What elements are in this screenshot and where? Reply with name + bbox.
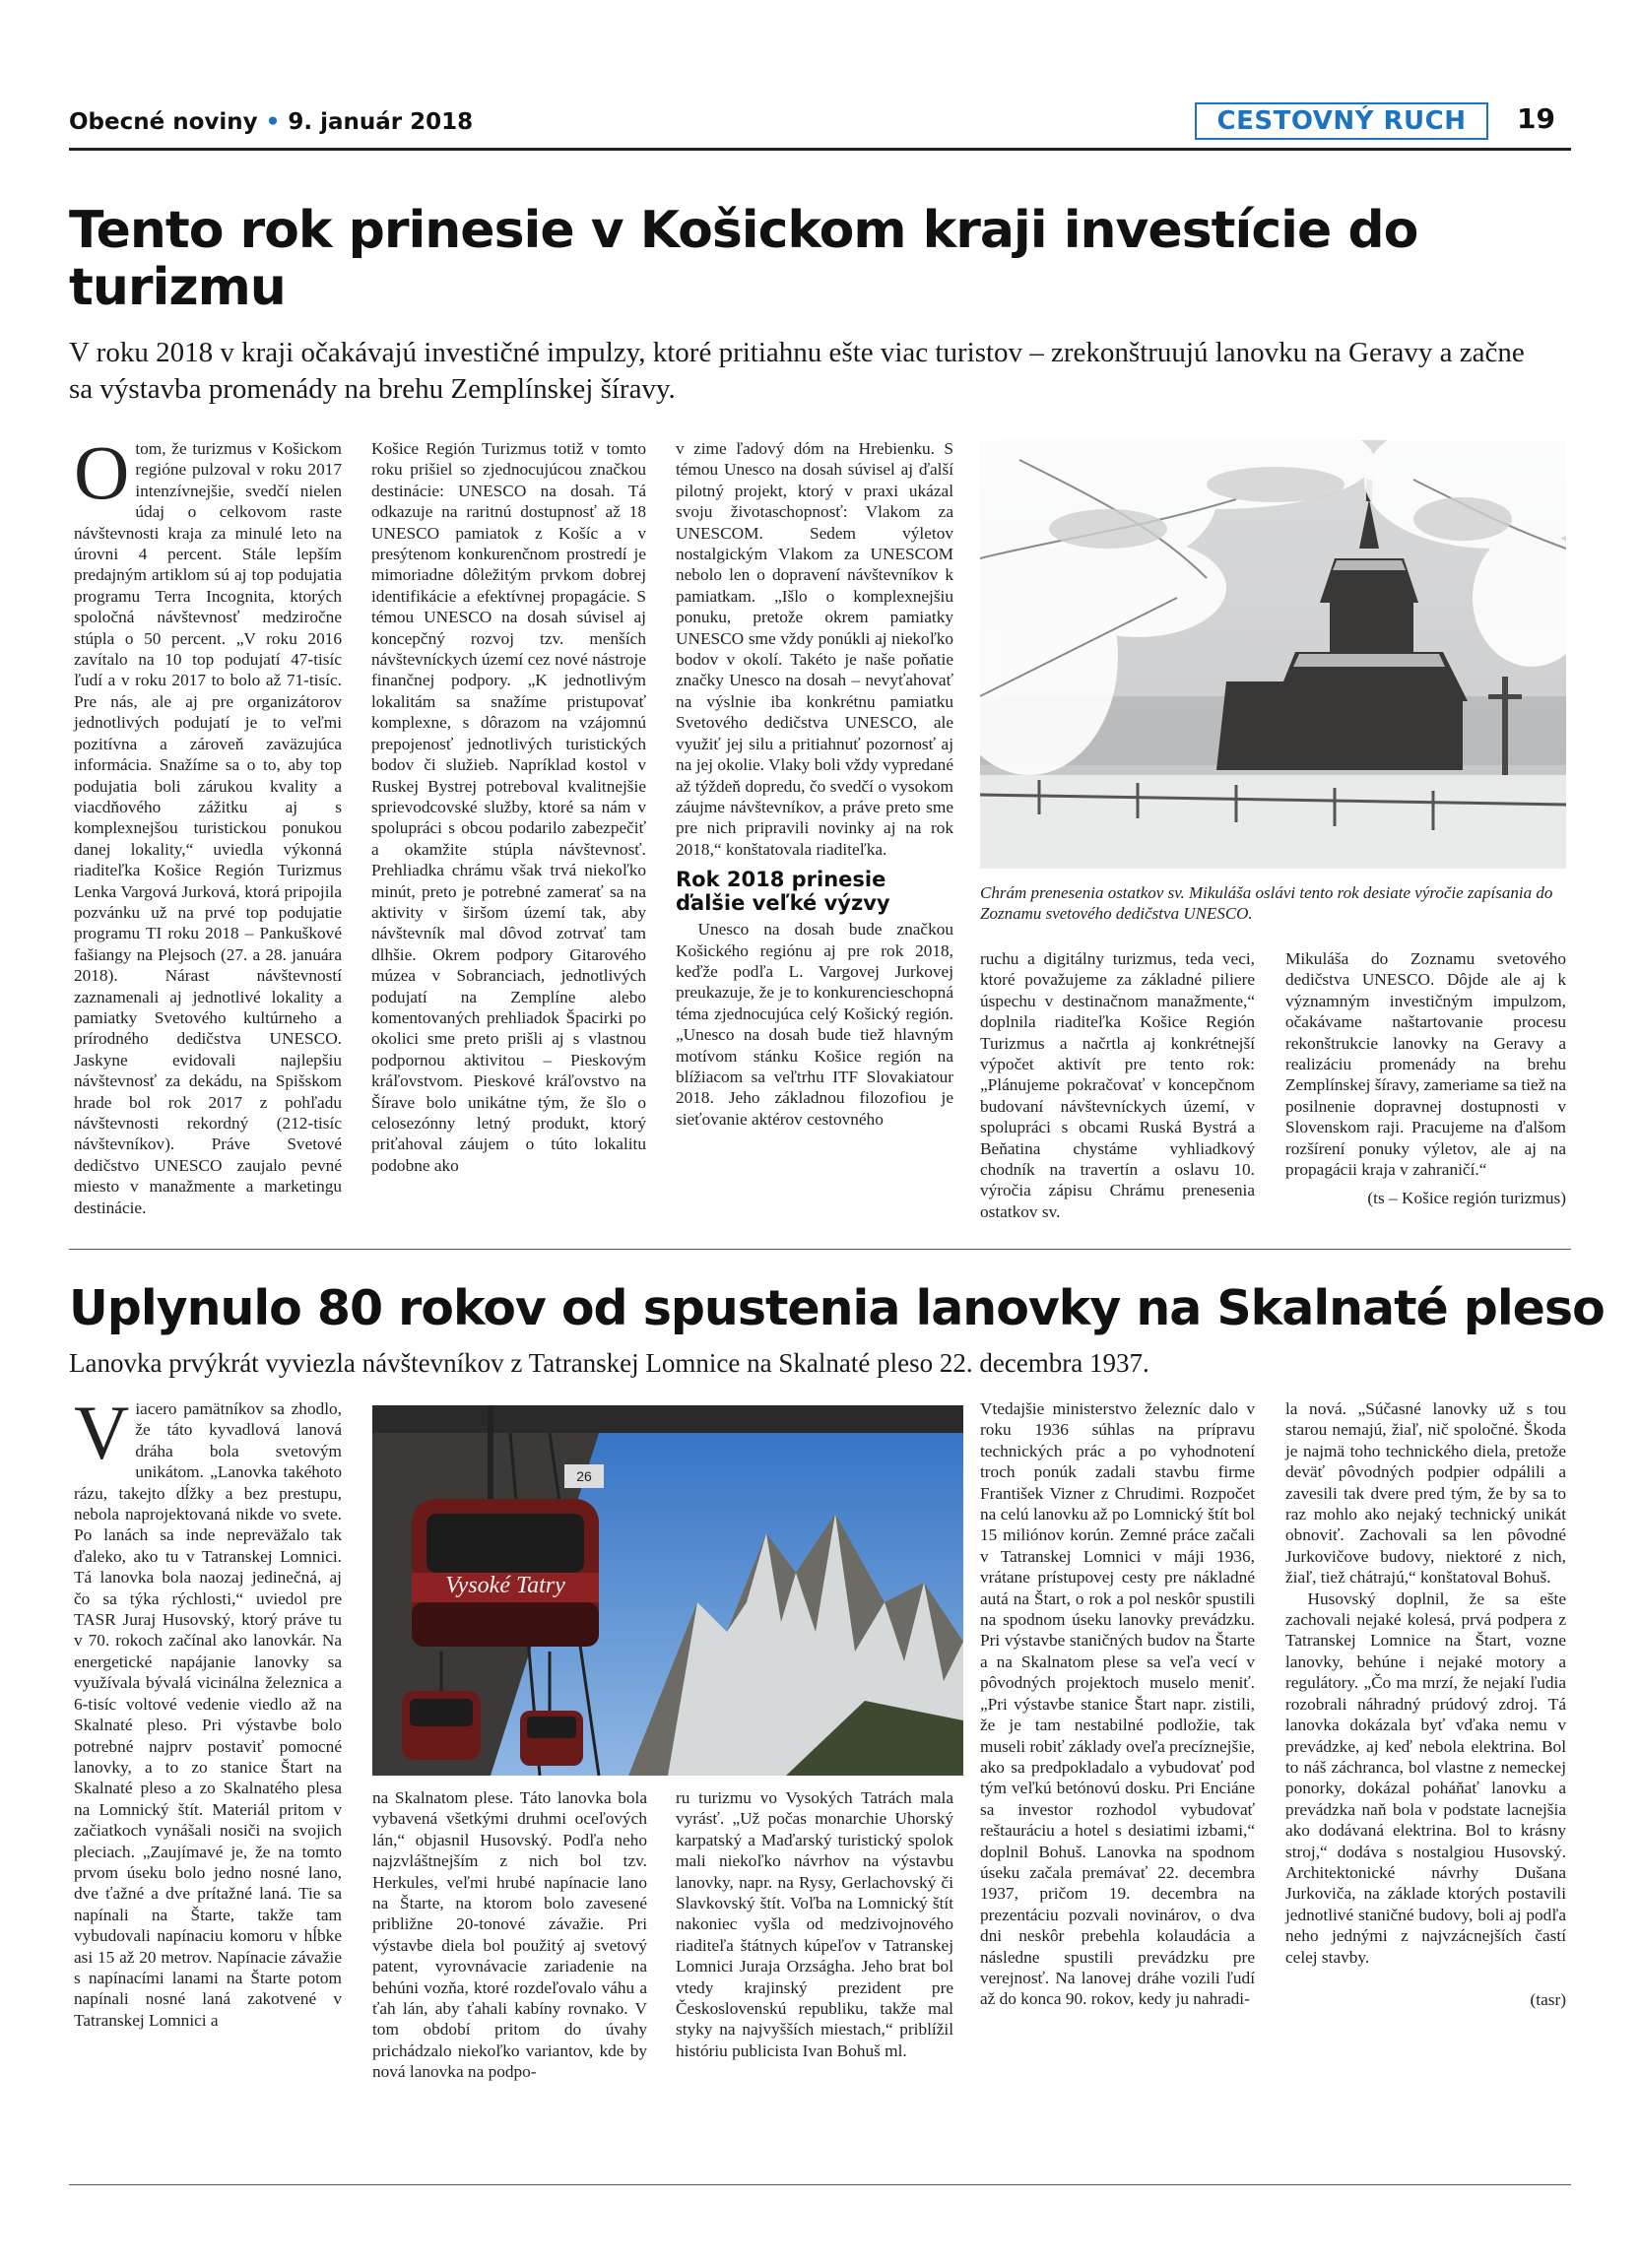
publication-name: Obecné noviny [69, 109, 258, 135]
article2-headline: Uplynulo 80 rokov od spustenia lanovky na Skalnaté pleso [69, 1280, 1605, 1336]
article2-col5b-text: Husovský doplnil, že sa ešte zachovali nejaké kolesá, prvá podpera z Tatranskej Lomnice na Štart, vozne lanovky, behúne i nejaké motory a regulátory. „Čo ma mrzí, že nejakí ľudia rozobrali náhradný prúdový zdroj. Tá lanovka dokázala byť vďaka nemu v prevádzke, aj keď nebola elektrina. Bol to náš záchranca, bol vlastne z nemeckej ponorky, dokázal poháňať lanovku a prevádzka naň bola v podstate lacnejšia ako dodávaná elektrina. Bol to krásny stroj,“ dodáva s nostalgiou Husovský. Architektonické návrhy Dušana Jurkoviča, na základe ktorých postavili jednotlivé staničné budovy, boli aj podľa neho jednými z najvzácnejších častí celej stavby. [1285, 1588, 1566, 1967]
cable-car-gondolas-image [372, 1405, 963, 1776]
article1-col1-text: tom, že turizmus v Košickom regióne pulzoval v roku 2017 intenzívnejšie, svedčí nielen údaj o celkovom raste návštevnosti kraja za minulé leto na úrovni 4 percent. Stále lepším predajným artiklom sú aj top podujatia programu Terra Incognita, ktorých spoločná návštevnosť medziročne stúpla o 50 percent. „V roku 2016 zavítalo na 10 top podujatí 47-tisíc ľudí a v roku 2017 to bolo až 71-tisíc. Pre nás, ale aj pre organizátorov jednotlivých podujatí je to veľmi pozitívna a zároveň zaväzujúca informácia. Snažíme sa o to, aby top podujatia boli zárukou kvality a viacdňového zážitku aj s komplexnejšou turistickou ponukou danej lokality,“ uviedla výkonná riaditeľka Košice Región Turizmus Lenka Vargová Jurková, ktorá pripojila pozvánku už na prvé top podujatie programu TI roku 2018 – Pankuškové fašiangy na Plejsoch (27. a 28. januára 2018). Nárast návštevností zaznamenali aj jednotlivé lokality a pamiatky Svetového kultúrneho a prírodného dedičstva UNESCO. Jaskyne evidovali najlepšiu návštevnosť za dekádu, na Spišskom hrade bol rok 2017 z pohľadu návštevnosti rekordný (212-tisíc návštevníkov). Práve Svetové dedičstvo UNESCO zaujalo pevné miesto v manažmente a marketingu destinácie. [74, 439, 342, 1217]
gondola-brand: Vysoké Tatry [445, 1573, 565, 1598]
article2-col4-text: Vtedajšie ministerstvo železníc dalo v roku 1936 súhlas na prípravu technických prác a po vyhodnotení troch ponúk zadali stavbu firme František Vizner z Chrudimi. Rozpočet na celú lanovku až po Lomnický štít bol 15 miliónov korún. Zemné práce začali v Tatranskej Lomnici v máji 1936, vrátane prístupovej cesty pre nákladné autá na Štart, o rok a pol neskôr spustili na spodnom úseku lanovky prevádzku. Pri výstavbe staničných budov na Štarte a na Skalnatom plese sa veľa vecí v pôvodných projektoch muselo meniť. „Pri výstavbe stanice Štart napr. zistili, že je tam nestabilné podložie, tak museli robiť základy oveľa precíznejšie, ako sa predpokladalo a vybudovať pod tým veľkú betónovú dosku. Pri Enciáne sa investor rozhodol vybudovať reštauráciu a hotel s desiatimi izbami,“ doplnil Bohuš. Lanovka na spodnom úseku začala premávať 22. decembra 1937, pričom 19. decembra na prezentáciu pozvali novinárov, o dva dni neskôr prebehla kolaudácia a následne spustili prevádzku pre verejnosť. Na lanovej dráhe vozili ľudí až do konca 90. rokov, kedy ju nahradi- [980, 1399, 1255, 2009]
article-separator [69, 1249, 1571, 1250]
article1-headline: Tento rok prinesie v Košickom kraji investície do turizmu [69, 201, 1418, 317]
article1-column-4 [980, 948, 1255, 1222]
article2-col5a-text: la nová. „Súčasné lanovky už s tou starou nemajú, žiaľ, nič spoločné. Škoda je najmä toho technického diela, pretože deväť pôvodných podpier odpálili a zavesili tak dvere pred tým, že by sa to raz mohlo ako nejaký technický unikát obnoviť. Zachovali sa len pôvodné Jurkovičove budovy, niektoré z nich, žiaľ, tiež chátrajú,“ konštatoval Bohuš. [1285, 1399, 1566, 1588]
article2-column-2 [372, 1787, 647, 2083]
article1-dropcap: O [74, 429, 130, 515]
church-photo-caption: Chrám prenesenia ostatkov sv. Mikuláša oslávi tento rok desiate výročie zapísania do Zoznamu svetového dedičstva UNESCO. [980, 883, 1553, 923]
gondola-number: 26 [576, 1468, 592, 1484]
article1-col3b-text: Unesco na dosah bude značkou Košického regiónu aj pre rok 2018, keďže podľa L. Vargovej Jurkovej preukazuje, že je to konkurencieschopná téma zjednocujúca celý Košický región. „Unesco na dosah bude tiež hlavným motívom stánku Košice región na blížiacom sa veľtrhu ITF Slovakiatour 2018. Jeho základnou filozofiou je sieťovanie aktérov cestovného [676, 920, 953, 1129]
article1-col5-text: Mikuláša do Zoznamu svetového dedičstva UNESCO. Dôjde ale aj k významným investičným impulzom, očakávame naštartovanie procesu rekonštrukcie lanovky na Geravy a realizáciu promenády na brehu Zemplínskej šíravy, zameriame sa tiež na posilnenie dopravnej dostupnosti v Slovenskom raji. Pracujeme na ďalšom rozšírení ponuky výletov, ale aj na propagácii kraja v zahraničí.“ [1285, 949, 1566, 1180]
article1-col4-text: ruchu a digitálny turizmus, teda veci, ktoré považujeme za základné piliere úspechu v destinačnom manažmente,“ doplnila riaditeľka Košice Región Turizmus a načrtla aj konkrétnejší výpočet aktivít pre tento rok: „Plánujeme pokračovať v koncepčnom budovaní návštevníckych území, v spolupráci s obcami Ruská Bystrá a Beňatina chystáme vyhliadkový chodník na travertín a oslavu 10. výročia zápisu Chrámu prenesenia ostatkov sv. [980, 949, 1255, 1221]
section-tag: CESTOVNÝ RUCH [1195, 102, 1488, 140]
article2-col1-text: iacero pamätníkov sa zhodlo, že táto kyvadlová lanová dráha bola svetovým unikátom. „Lanovka takéhoto rázu, takejto dĺžky a bez prestupu, nebola naprojektovaná nikde vo svete. Po lanách sa inde nepreväžalo tak ďaleko, ako tu v Tatranskej Lomnici. Tá lanovka bola naozaj jedinečná, aj čo sa týka rýchlosti,“ uviedol pre TASR Juraj Husovský, ktorý práve tu v 70. rokoch začínal ako lanovkár. Na energetické napájanie lanovky sa využívala bývalá vicinálna železnica a 6-tisíc voltové vedenie viedlo až na Skalnaté pleso. Pri výstavbe bolo potrebné najprv postaviť pomocné lanovky, a to zo stanice Štart na Skalnaté pleso a zo Skalnatého plesa na Lomnický štít. Materiál pritom v začiatkoch vynášali nosiči na svojich pleciach. „Zaujímavé je, že na tomto prvom úseku bolo jedno nosné lano, dve ťažné a dve prítažné laná. Tie sa napínali na Štarte, takže tam vybudovali napínaciu komoru v hĺbke asi 15 až 20 metrov. Napínacie závažie s napínacími lanami na Štarte potom napínali nosné laná zakotvené v Tatranskej Lomnici a [74, 1399, 342, 2030]
article2-column-4 [980, 1398, 1255, 2010]
issue-date: 9. január 2018 [288, 109, 474, 135]
article1-col2-text: Košice Región Turizmus totiž v tomto roku prišiel so zjednocujúcou značkou destinácie: UNESCO na dosah. Tá odkazuje na raritnú dostupnosť až 18 UNESCO pamiatok z Košíc a v presýtenom konkurenčnom prostredí je mimoriadne dôležitým prvkom dobrej identifikácie a efektívnej propagácie. S témou UNESCO na dosah súvisel aj koncepčný rozvoj tzv. menších návštevníckych území cez nové nástroje finančnej podpory. „K jednotlivým lokalitám sa snažíme pristupovať komplexne, s dôrazom na vzájomnú prepojenosť jednotlivých turistických bodov či služieb. Napríklad kostol v Ruskej Bystrej potreboval kvalitnejšie sprievodcovské služby, ktoré sa nám v spolupráci s obcou podarilo zabezpečiť a okamžite stúpla návštevnosť. Prehliadka chrámu však trvá niekoľko minút, preto je potrebné zamerať sa na aktivity v širšom území tak, aby návštevník mal dôvod zotrvať tam dlhšie. Okrem podpory Gitarového múzea v Sobranciach, jednotlivých podujatí na Zemplíne alebo komentovaných prehliadok Špacirki po okolici sme preto prišli aj s vlastnou podpornou aktivitou – Pieskovým kráľovstvom. Pieskové kráľovstvo na Šírave bolo unikátne tým, že šlo o celosezónny letný produkt, ktorý priťahoval záujem o túto lokalitu podobne ako [371, 439, 646, 1175]
wooden-church-winter-image [980, 440, 1566, 869]
article1-lead: V roku 2018 v kraji očakávajú investičné impulzy, ktoré pritiahnu ešte viac turistov – zrekonštruujú lanovku na Geravy a začne sa výstavba promenády na brehu Zemplínskej šíravy. [69, 337, 1525, 405]
article1-signature: (ts – Košice región turizmus) [1367, 1189, 1566, 1208]
header-rule [69, 148, 1571, 151]
page-header-left [69, 109, 473, 135]
page-number: 19 [1517, 102, 1555, 135]
article1-column-2 [371, 438, 646, 1176]
article1-col3-text: v zime ľadový dóm na Hrebienku. S témou Unesco na dosah súvisel aj ďalší pilotný projekt, ktorý v praxi ukázal svoju životaschopnosť: Vlakom za UNESCOM. Sedem výletov nostalgickým Vlakom za UNESCOM nebolo len o dopravení návštevníkov k pamiatkam. „Išlo o komplexnejšiu ponuku, pretože okrem pamiatky UNESCO sme vždy ponúkli aj niekoľko bodov v okolí. Takéto je naše poňatie značky Unesco na dosah – nevyťahovať na výslnie iba konkrétnu pamiatku Svetového dedičstva UNESCO, ale využiť jej silu a pritiahnuť pozornosť aj na jej okolie. Vlaky boli vždy vypredané až týždeň dopredu, čo svedčí o vysokom záujme návštevníkov, a práve preto sme pre nich pripravili novinky aj na rok 2018,“ konštatovala riaditeľka. [676, 439, 953, 859]
church-photo [980, 440, 1566, 869]
article2-col2-text: na Skalnatom plese. Táto lanovka bola vybavená všetkými druhmi oceľových lán,“ objasnil Husovský. Podľa neho najzvláštnejším z nich bol tzv. Herkules, veľmi hrubé napínacie lano na Štarte, na ktorom bolo zavesené približne 20-tonové závažie. Pri výstavbe diela bol použitý aj svetový patent, vyrovnávacie zariadenie na behúni vozňa, ktoré rozdeľovalo váhu a ťah lán, aby ťahali kabíny rovnako. V tom období pritom do úvahy prichádzalo niekoľko variantov, kde by nová lanovka na podpo- [372, 1788, 647, 2082]
article2-column-3 [676, 1787, 953, 2061]
separator-dot: • [265, 109, 281, 135]
article1-column-5 [1285, 948, 1566, 1209]
article2-signature: (tasr) [1530, 1989, 1566, 2009]
article2-dropcap: V [74, 1390, 130, 1475]
footer-rule [69, 2184, 1571, 2185]
article2-column-5 [1285, 1398, 1566, 2010]
article1-subhead: Rok 2018 prinesie ďalšie veľké výzvy [676, 868, 890, 916]
article2-col3-text: ru turizmu vo Vysokých Tatrách mala vyrásť. „Už počas monarchie Uhorský karpatský a Maďarský turistický spolok mali niekoľko návrhov na výstavbu lanovky, napr. na Rysy, Gerlachovský či Slavkovský štít. Voľba na Lomnický štít nakoniec vyšla od medzivojnového riaditeľa štátnych kúpeľov v Tatranskej Lomnici Juraja Orzságha. Jeho brat bol vtedy krajinský prezident pre Československú republiku, takže mal styky na najvyšších miestach,“ priblížil históriu publicista Ivan Bohuš ml. [676, 1788, 953, 2060]
article2-lead: Lanovka prvýkrát vyviezla návštevníkov z Tatranskej Lomnice na Skalnaté pleso 22. decembra 1937. [69, 1348, 1149, 1378]
article2-column-1 [74, 1390, 342, 2031]
article1-column-3 [676, 438, 953, 1130]
article1-column-1 [74, 429, 342, 1218]
cable-car-photo [372, 1405, 963, 1776]
